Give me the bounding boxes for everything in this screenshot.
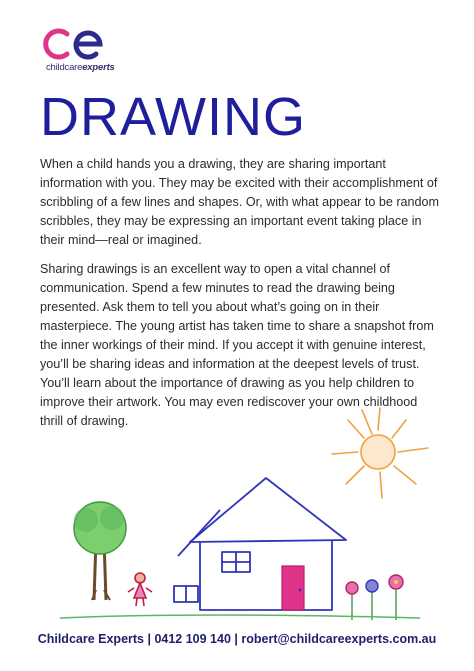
paragraph-1: When a child hands you a drawing, they are sharing important information with you. They may be excited with their accomplishment of scribbling of a few lines and shapes. Or, with what appear to be random scribbles, they may be expressing an important event taking place in their mind—real or imagined. (40, 157, 440, 247)
tree-icon (74, 502, 126, 600)
ce-logo-icon (40, 26, 106, 62)
brand-logo (40, 26, 150, 74)
footer-company: Childcare Experts (37, 632, 144, 646)
flower-icon (346, 575, 403, 620)
sun-icon (332, 408, 428, 498)
child-figure-icon (128, 573, 152, 606)
footer-phone[interactable]: 0412 109 140 (154, 632, 231, 646)
door-icon (282, 566, 304, 610)
footer-contact: Childcare Experts | 0412 109 140 | robert@childcareexperts.com.au (37, 632, 437, 646)
article-body (40, 155, 440, 441)
page-title: DRAWING (40, 87, 306, 147)
paragraph-2: Sharing drawings is an excellent way to open a vital channel of communication. Spend a few minutes to read the drawing being presented. Ask them to tell you about what’s going on in their masterpiece. The young artist has taken time to share a snapshot from the inner workings of their mind. If you accept it with genuine interest, you’ll be sharing ideas and information at the deepest levels of trust. You’ll learn about the importance of drawing as you help children to improve their artwork. You may even rediscover your own childhood thrill of drawing. (40, 262, 434, 428)
footer-email[interactable]: robert@childcareexperts.com.au (241, 632, 437, 646)
child-drawing-illustration (0, 400, 474, 630)
grass-icon (60, 615, 420, 618)
brand-name: childcareexperts (46, 62, 115, 73)
house-icon (174, 478, 346, 610)
